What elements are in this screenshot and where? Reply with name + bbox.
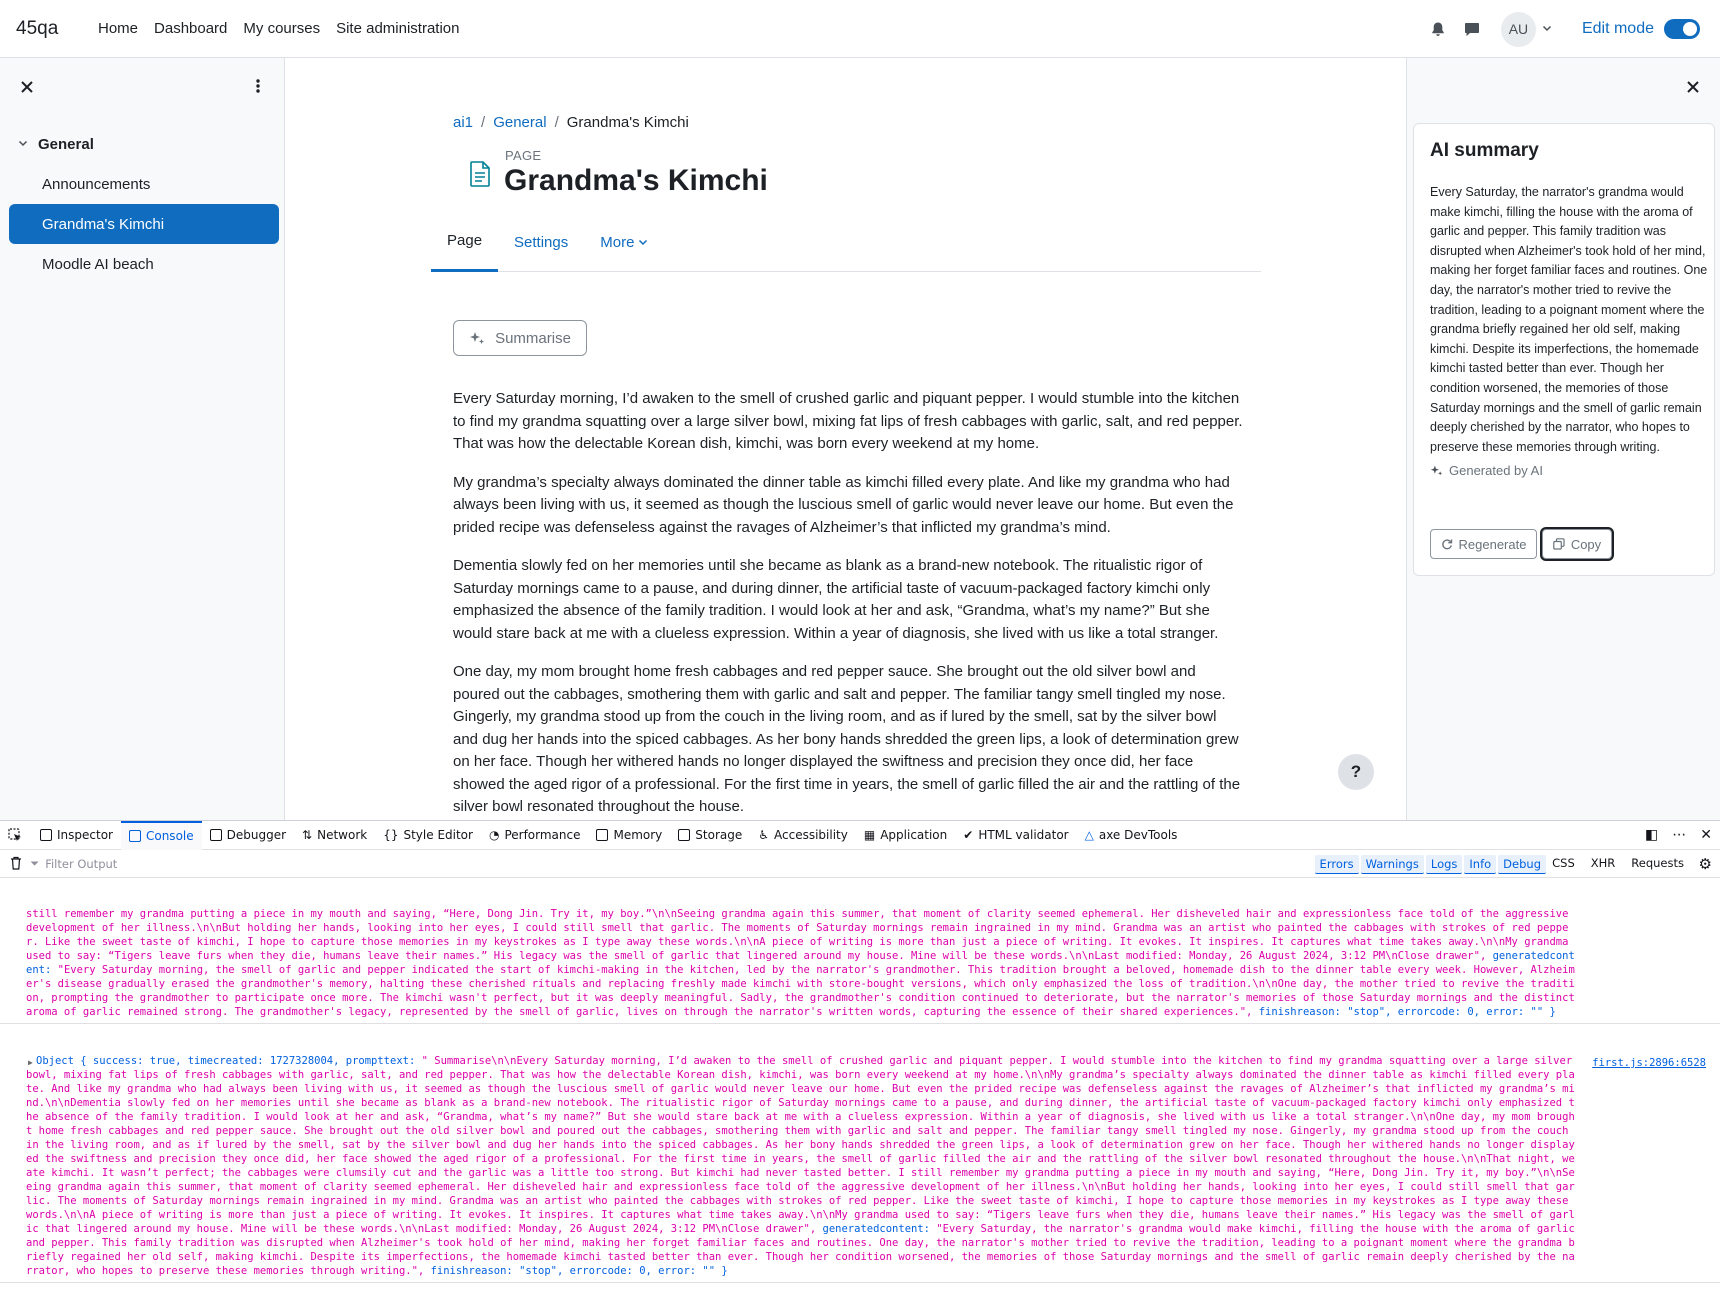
chevron-down-icon[interactable] — [1542, 23, 1552, 36]
section-title: General — [38, 136, 94, 153]
close-devtools-icon[interactable]: ✕ — [1700, 827, 1712, 843]
user-avatar[interactable]: AU — [1501, 12, 1536, 47]
generated-by-label: Generated by AI — [1449, 463, 1543, 478]
tab-label: Console — [145, 829, 194, 843]
breadcrumb-ai1[interactable]: ai1 — [453, 114, 474, 131]
nav-my-courses[interactable]: My courses — [243, 20, 321, 37]
message-key: generatedcontent: — [26, 950, 1575, 976]
edit-mode-toggle[interactable] — [1664, 19, 1700, 39]
devtools-tab-style-editor[interactable] — [375, 821, 481, 850]
site-brand[interactable]: 45qa — [16, 17, 59, 39]
trash-icon[interactable] — [10, 856, 22, 870]
nav-site-administration[interactable]: Site administration — [336, 20, 460, 37]
tab-page[interactable]: Page — [431, 212, 498, 272]
tab-label: Style Editor — [403, 828, 473, 842]
tab-more-label: More — [600, 233, 635, 251]
devtools-toolbar-right — [1645, 827, 1712, 843]
page-content — [453, 388, 1243, 835]
activity-type-label: PAGE — [505, 148, 542, 163]
breadcrumb-separator: / — [481, 114, 486, 131]
tab-label: axe DevTools — [1098, 828, 1178, 842]
generated-by-ai — [1430, 463, 1543, 478]
tab-label: Accessibility — [774, 828, 848, 842]
bell-icon[interactable] — [1430, 21, 1446, 37]
breadcrumb-current: Grandma's Kimchi — [566, 114, 689, 131]
top-navbar — [0, 0, 1720, 58]
primary-navigation — [90, 20, 468, 37]
memory-icon — [596, 829, 608, 841]
tab-label: HTML validator — [978, 828, 1069, 842]
devtools-tab-console[interactable] — [121, 821, 202, 850]
close-icon[interactable] — [20, 78, 34, 99]
course-index-item-grandmas-kimchi[interactable]: Grandma's Kimchi — [9, 204, 279, 244]
axe-icon: △ — [1084, 828, 1094, 842]
filter-xhr[interactable]: XHR — [1590, 856, 1616, 870]
tab-label: Performance — [504, 828, 581, 842]
filter-icon: ⏷ — [30, 856, 40, 870]
breadcrumb-separator: / — [554, 114, 559, 131]
ai-summary-card — [1413, 123, 1715, 576]
dock-side-icon[interactable]: ◧ — [1645, 827, 1659, 843]
console-icon — [129, 830, 141, 842]
page-document-icon — [468, 160, 492, 188]
devtools-tab-debugger[interactable] — [202, 821, 294, 850]
devtools-tab-performance[interactable] — [481, 821, 589, 850]
console-message[interactable] — [0, 907, 1720, 1024]
breadcrumb — [453, 114, 689, 131]
filter-requests[interactable]: Requests — [1631, 856, 1684, 870]
extra-filters — [1552, 856, 1684, 870]
nav-dashboard[interactable]: Dashboard — [154, 20, 228, 37]
filter-info[interactable]: Info — [1464, 855, 1496, 874]
content-paragraph: My grandma’s specialty always dominated the dinner table as kimchi filled every plate. And like my grandma who had always been living with us, it seemed as though the luscious smell of garlic would never leave our home. But even the prided recipe was defenseless against the ravages of Alzheimer’s that inflicted my grandma’s mind. — [453, 473, 1234, 536]
html-validator-icon: ✔ — [963, 828, 974, 842]
filter-output-input[interactable] — [30, 856, 117, 871]
filter-warnings[interactable]: Warnings — [1361, 855, 1424, 874]
refresh-icon — [1441, 538, 1453, 550]
console-message[interactable] — [0, 1052, 1720, 1283]
devtools-tab-memory[interactable] — [588, 821, 670, 850]
browser-devtools — [0, 820, 1720, 1277]
tab-label: Debugger — [226, 828, 287, 842]
performance-icon: ◔ — [488, 828, 500, 842]
devtools-tab-inspector[interactable] — [32, 821, 121, 850]
close-icon[interactable] — [1686, 78, 1700, 99]
course-index-item-moodle-ai-beach[interactable]: Moodle AI beach — [42, 255, 154, 273]
debugger-icon — [210, 829, 222, 841]
tab-label: Inspector — [57, 828, 113, 842]
copy-button[interactable] — [1542, 529, 1612, 559]
tab-more[interactable] — [584, 212, 664, 272]
message-tail: finishreason: "stop", errorcode: 0, error: "" } — [1258, 1006, 1556, 1018]
filter-placeholder: Filter Output — [45, 856, 118, 871]
messages-icon[interactable] — [1464, 21, 1480, 37]
devtools-tab-bar — [0, 821, 1720, 850]
message-key: generatedcontent: — [822, 1223, 930, 1235]
chevron-down-icon[interactable] — [18, 138, 28, 151]
user-menu-area — [1421, 0, 1700, 58]
devtools-tab-network[interactable] — [294, 821, 375, 850]
kebab-menu-icon[interactable] — [255, 78, 261, 99]
tab-label: Memory — [613, 828, 663, 842]
console-output — [0, 879, 1720, 1277]
content-paragraph: Every Saturday morning, I’d awaken to the smell of crushed garlic and piquant pepper. I would stumble into the kitchen to find my grandma squatting over a large silver bowl, mixing fat lips of fresh cabbages with garlic, salt, and red pepper. That was how the delectable Korean dish, kimchi, was born every weekend at my home. — [453, 390, 1243, 452]
network-icon: ⇅ — [302, 828, 313, 842]
expand-triangle-icon[interactable]: ▶ — [28, 1058, 33, 1067]
summarise-button[interactable] — [453, 320, 587, 356]
application-icon: ▦ — [863, 828, 876, 842]
ai-drawer — [1406, 58, 1720, 820]
inspector-icon — [40, 829, 52, 841]
edit-mode-label: Edit mode — [1581, 20, 1654, 37]
accessibility-icon: ♿ — [758, 828, 770, 842]
regenerate-label: Regenerate — [1458, 536, 1527, 552]
ai-summary-text: Every Saturday, the narrator's grandma would make kimchi, filling the house with the aroma of garlic and pepper. This family tradition was disrupted when Alzheimer's took hold of her mind, making her forget familiar faces and routines. One day, the narrator's mother tried to revive the tradition, leading to a poignant moment where the grandma briefly regained her old self, making kimchi. Despite its imperfections, the homemade kimchi tasted better than ever. Though her condition worsened, the memories of those Saturday mornings and the smell of garlic remain deeply cherished by the narrator, who hopes to preserve these memories through writing. — [1430, 185, 1708, 454]
tab-label: Storage — [695, 828, 743, 842]
page-title: Grandma's Kimchi — [504, 164, 768, 197]
console-filter-bar — [0, 850, 1720, 878]
chevron-down-icon — [638, 237, 648, 247]
message-tail: finishreason: "stop", errorcode: 0, error: "" } — [430, 1265, 728, 1277]
message-source-link[interactable]: first.js:2896:6528 — [1592, 1057, 1706, 1069]
element-picker-icon[interactable] — [8, 828, 22, 842]
ai-summary-title: AI summary — [1430, 140, 1539, 161]
message-text: "Every Saturday morning, the smell of garlic and pepper indicated the start of kimchi-making in the kitchen, led by the narrator's grandmother. This tradition brought a beloved, homemade dish to the dinner table every week. However, Alzheimer's disease gradually erased the grandmother's memory, halting these cherished rituals and replacing freshly made kimchi with store-bought versions, which only emphasized the loss of tradition.\n\nOne day, the mother tried to revive the tradition, prompting the grandmother to participate once more. The kimchi wasn't perfect, but it was deeply meaningful. Sadly, the grandmother's condition continued to deteriorate, but the narrator's memories of those Saturday mornings and the distinct aroma of garlic remained strong. The grandmother's legacy, represented by the smell of garlic, lives on through the narrator's written words, capturing the essence of their shared experiences.", — [26, 964, 1582, 1018]
copy-icon — [1553, 538, 1565, 550]
devtools-tab-application[interactable] — [856, 821, 955, 850]
tab-label: Network — [317, 828, 368, 842]
settings-gear-icon[interactable]: ⚙ — [1698, 855, 1712, 873]
content-paragraph: One day, my mom brought home fresh cabbages and red pepper sauce. She brought out the old silver bowl and poured out the cabbages, smothering them with garlic and salt and pepper. The familiar tangy smell tingled my nose. Gingerly, my grandma stood up from the couch in the living room, and as if lured by the smell, sat by the silver bowl and dug her hands into the spiced cabbages. As her bony hands shredded the green lips, a look of determination grew on her face. Though her withered hands no longer displayed the swiftness and precision they once did, her face showed the aged rigor of a professional. For the first time in years, the smell of garlic filled the air and the rattling of the silver bowl resonated throughout the house. — [453, 663, 1241, 815]
filter-css[interactable]: CSS — [1552, 856, 1575, 870]
ai-sparkle-icon — [1430, 464, 1443, 477]
content-paragraph: Dementia slowly fed on her memories until she became as blank as a brand-new notebook. The ritualistic rigor of Saturday mornings came to a pause, and during dinner, the artificial taste of vacuum-packaged factory kimchi only emphasized the absence of the family tradition. I would look at her and ask, “Grandma, what’s my name?” But she would stare back at me with a clueless expression. Within a year of diagnosis, she lived with us like a total stranger. — [453, 557, 1219, 642]
help-button[interactable]: ? — [1338, 754, 1374, 790]
main-content — [286, 58, 1406, 820]
nav-home[interactable]: Home — [98, 20, 139, 37]
style-editor-icon: {} — [383, 828, 399, 842]
filter-errors[interactable]: Errors — [1315, 855, 1359, 874]
course-section-general[interactable] — [18, 136, 94, 153]
devtools-tab-html-validator[interactable] — [955, 821, 1076, 850]
message-text: " Summarise\n\nEvery Saturday morning, I’d awaken to the smell of crushed garlic and piquant pepper. I would stumble into the kitchen to find my grandma squatting over a large silver bowl, mixing fat lips of fresh cabbages with garlic, salt, and red pepper. That was how the delectable Korean dish, kimchi, was born every weekend at my home.\n\nMy grandma’s specialty always dominated the dinner table as kimchi filled every plate. And like my grandma who had always been living with us, it seemed as though the luscious smell of garlic would never leave our home. But even the prided recipe was defenseless against the ravages of Alzheimer’s that inflicted my grandma’s mind.\n\nDementia slowly fed on her memories until she became as blank as a brand-new notebook. The ritualistic rigor of Saturday mornings came to a pause, and during dinner, the artificial taste of vacuum-packaged factory kimchi only emphasized the absence of the family tradition. I would look at her and ask, “Grandma, what’s my name?” But she would stare back at me with a clueless expression. Within a year of diagnosis, she lived with us like a total stranger.\n\nOne day, my mom brought home fresh cabbages and red pepper sauce. She brought out the old silver bowl and poured out the cabbages, smothering them with garlic and salt and pepper. The familiar tangy smell tingled my nose. Gingerly, my grandma stood up from the couch in the living room, and as if lured by the smell, sat by the silver bowl and dug her hands into the spiced cabbages. As her bony hands shredded the green lips, a look of determination grew on her face. Though her withered hands no longer displayed the swiftness and precision they once did, her face showed the aged rigor of a professional. For the first time in years, the smell of garlic filled the air and the rattling of the silver bowl resonated throughout the house.\n\nThat night, we ate kimchi. It wasn’t perfect; the cabbages were clumsily cut and the garlic was a little too strong. But kimchi had never tasted better. I still remember my grandma putting a piece in my mouth and saying, “Here, Dong Jin. Try it, my boy.”\n\nSeeing grandma again this summer, that moment of clarity seemed ephemeral. Her disheveled hair and expressionless face told of the aggressive development of her illness.\n\nBut holding her hands, looking into her eyes, I could still smell that garlic. The moments of Saturday mornings remain ingrained in my mind. Grandma was an artist who painted the cabbages with strokes of red pepper. Like the sweet taste of kimchi, I hope to capture those memories in my keystrokes as I type away these words.\n\nA piece of writing is more than just a piece of writing. It evokes. It inspires. It captures what time takes away.\n\nMy grandma used to say: “Tigers leave furs when they die, humans leave their names.” His legacy was the smell of garlic that lingered around my house. Mine will be these words.\n\nLast modified: Monday, 26 August 2024, 3:12 PM\nClose drawer", — [26, 1055, 1582, 1235]
course-index-drawer — [0, 58, 285, 820]
message-text: still remember my grandma putting a piece in my mouth and saying, “Here, Dong Jin. Try it, my boy.”\n\nSeeing grandma again this summer, that moment of clarity seemed ephemeral. Her disheveled hair and expressionless face told of the aggressive development of her illness.\n\nBut holding her hands, looking into her eyes, I could still smell that garlic. The moments of Saturday mornings remain ingrained in my mind. Grandma was an artist who painted the cabbages with strokes of red pepper. Like the sweet taste of kimchi, I hope to capture those memories in my keystrokes as I type away these words.\n\nA piece of writing is more than just a piece of writing. It evokes. It inspires. It captures what time takes away.\n\nMy grandma used to say: “Tigers leave furs when they die, humans leave their names.” His legacy was the smell of garlic that lingered around my house. Mine will be these words.\n\nLast modified: Monday, 26 August 2024, 3:12 PM\nClose drawer", — [26, 908, 1575, 962]
copy-label: Copy — [1570, 536, 1602, 552]
course-index-item-announcements[interactable]: Announcements — [42, 175, 151, 193]
storage-icon — [678, 829, 690, 841]
message-text: "Every Saturday, the narrator's grandma would make kimchi, filling the house with the aroma of garlic and pepper. This family tradition was disrupted when Alzheimer's took hold of her mind, making her forget familiar faces and routines. One day, the narrator's mother tried to revive the tradition, leading to a poignant moment where the grandma briefly regained her old self, making kimchi. Despite its imperfections, the homemade kimchi tasted better than ever. Though her condition worsened, the memories of those Saturday mornings and the smell of garlic remain deeply cherished by the narrator, who hopes to preserve these memories through writing.", — [26, 1223, 1582, 1277]
tab-label: Application — [880, 828, 948, 842]
message-head: Object { success: true, timecreated: 1727328004, prompttext: — [36, 1055, 422, 1067]
devtools-tab-accessibility[interactable] — [750, 821, 856, 850]
log-level-filters — [1315, 855, 1546, 874]
filter-logs[interactable]: Logs — [1426, 855, 1463, 874]
regenerate-button[interactable] — [1430, 529, 1537, 559]
devtools-tab-storage[interactable] — [670, 821, 750, 850]
tab-settings[interactable]: Settings — [514, 233, 569, 251]
breadcrumb-general[interactable]: General — [493, 114, 547, 131]
summarise-label: Summarise — [495, 329, 571, 347]
devtools-tab-axe[interactable] — [1077, 821, 1186, 850]
filter-debug[interactable]: Debug — [1498, 855, 1546, 874]
ai-sparkle-icon — [469, 330, 485, 346]
more-options-icon[interactable]: ⋯ — [1672, 827, 1687, 843]
secondary-navigation — [431, 212, 1261, 272]
